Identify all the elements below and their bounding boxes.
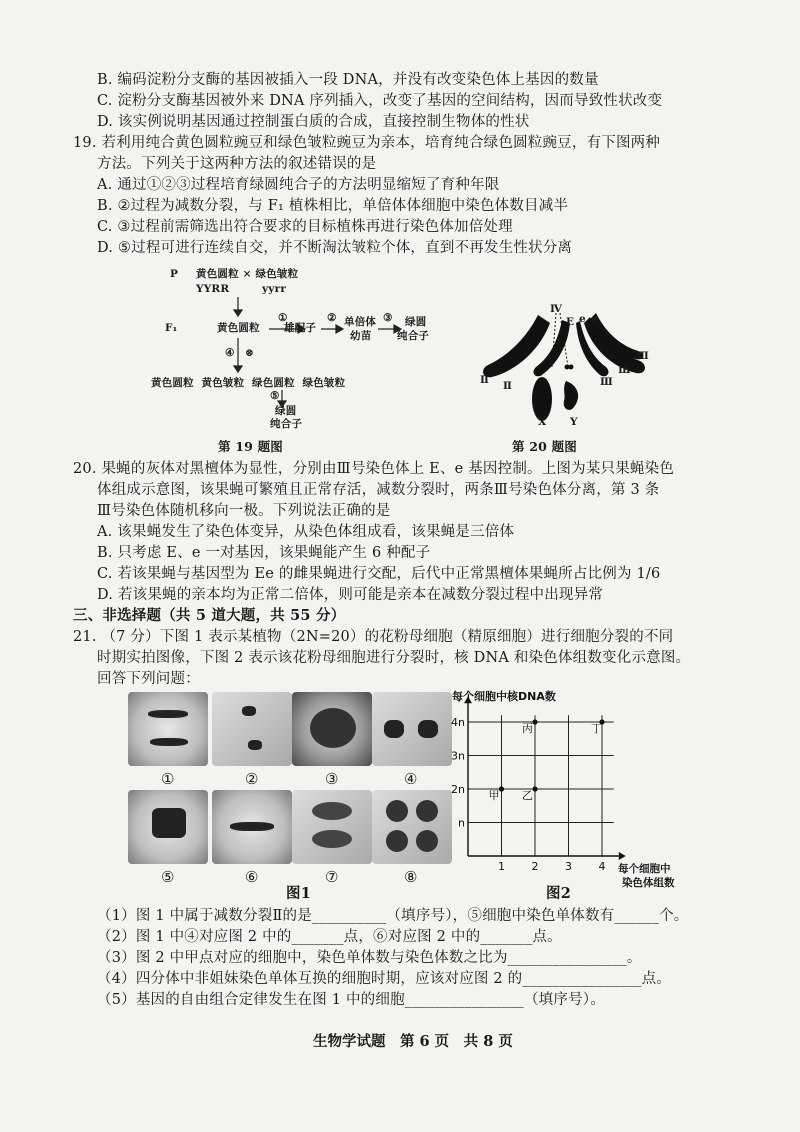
haploid-seedling-label: 幼苗 [350, 330, 372, 342]
chart-xlabel-line1: 每个细胞中 [618, 863, 671, 875]
step1-marker: ① [278, 312, 288, 324]
figure-2-chart [440, 686, 700, 906]
q20-stem-line1: 20. 果蝇的灰体对黑檀体为显性，分别由Ⅲ号染色体上 E、e 基因控制。上图为某只果蝇染色 [73, 461, 675, 477]
q18-option-b: B. 编码淀粉分支酶的基因被插入一段 DNA，并没有改变染色体上基因的数量 [97, 72, 599, 88]
micrograph-7 [292, 790, 372, 864]
f1-phenotype: 黄色圆粒 [217, 322, 260, 334]
chromosome-label-iii-c: Ⅲ [600, 376, 613, 388]
pure-green-round-1a: 绿圆 [405, 316, 427, 328]
q19-option-c: C. ③过程前需筛选出符合要求的目标植株再进行染色体加倍处理 [97, 219, 513, 235]
q21-sub5: （5）基因的自由组合定律发生在图 1 中的细胞________________（填序号）。 [97, 992, 605, 1008]
parent1-genotype: YYRR [196, 283, 230, 295]
sex-chromosome-x: X [538, 416, 547, 428]
point-label-yi: 乙 [522, 789, 533, 802]
q21-stem-line1: 21. （7 分）下图 1 表示某植物（2N=20）的花粉母细胞（精原细胞）进行细胞分裂的不同 [73, 629, 674, 645]
pure-green-round-2b: 纯合子 [270, 418, 303, 430]
step4-marker: ④ [225, 347, 235, 359]
micrograph-5-number: ⑤ [161, 868, 175, 886]
figure-2-caption: 图2 [546, 885, 571, 902]
q19-stem-line2: 方法。下列关于这两种方法的叙述错误的是 [97, 156, 377, 172]
sex-chromosome-y: Y [570, 416, 578, 428]
micrograph-1-number: ① [161, 770, 175, 788]
male-gamete-label: 雄配子 [284, 322, 317, 334]
selfing-symbol: ⊗ [245, 347, 254, 359]
parents-cross: 黄色圆粒 × 绿色皱粒 [196, 268, 299, 280]
chart-xlabel-line2: 染色体组数 [622, 877, 675, 889]
point-yi [532, 786, 537, 791]
q19-figure-caption: 第 19 题图 [218, 439, 283, 454]
micrograph-8-number: ⑧ [404, 868, 418, 886]
parent2-genotype: yyrr [262, 283, 287, 295]
q19-option-a: A. 通过①②③过程培育绿圆纯合子的方法明显缩短了育种年限 [97, 177, 500, 193]
step2-marker: ② [327, 312, 337, 324]
micrograph-6 [212, 790, 292, 864]
point-bing [532, 719, 537, 724]
micrograph-6-number: ⑥ [245, 868, 259, 886]
step3-marker: ③ [383, 312, 393, 324]
q20-option-d: D. 若该果蝇的亲本均为正常二倍体，则可能是亲本在减数分裂过程中出现异常 [97, 587, 604, 603]
section-3-heading: 三、非选择题（共 5 道大题，共 55 分） [73, 607, 346, 624]
chromosome-label-iii-b: Ⅲ [618, 364, 631, 376]
chart-ylabel: 每个细胞中核DNA数 [452, 690, 556, 703]
point-jia [499, 786, 504, 791]
q21-sub2: （2）图 1 中④对应图 2 中的_______点，⑥对应图 2 中的_______点。 [97, 929, 562, 945]
gene-label-e1: e [579, 313, 586, 325]
gene-label-e2: e [591, 313, 598, 325]
q20-option-b: B. 只考虑 E、e 一对基因，该果蝇能产生 6 种配子 [97, 545, 431, 561]
point-label-ding: 丁 [591, 722, 602, 735]
chromosome-label-ii-b: Ⅱ [503, 380, 513, 392]
point-label-bing: 丙 [522, 722, 533, 735]
chart-grid [468, 715, 614, 856]
chromosome-label-ii-a: Ⅱ [480, 374, 490, 386]
x-tick-3: 3 [565, 860, 572, 873]
chromosome-label-iii-a: Ⅲ [636, 350, 649, 362]
y-tick-4n: 4n [451, 716, 465, 729]
q20-option-c: C. 若该果蝇与基因型为 Ee 的雌果蝇进行交配，后代中正常黑檀体果蝇所占比例为 1/6 [97, 566, 661, 582]
pure-green-round-2a: 绿圆 [275, 405, 297, 417]
offspring-phenotypes: 黄色圆粒 黄色皱粒 绿色圆粒 绿色皱粒 [151, 377, 346, 389]
q21-stem-line3: 回答下列问题： [97, 671, 200, 687]
q19-option-b: B. ②过程为减数分裂，与 F₁ 植株相比，单倍体体细胞中染色体数目减半 [97, 198, 569, 214]
micrograph-5 [128, 790, 208, 864]
x-axis-arrow [619, 852, 626, 860]
micrograph-7-number: ⑦ [325, 868, 339, 886]
gene-label-E: E [566, 316, 575, 328]
q20-stem-line3: Ⅲ号染色体随机移向一极。下列说法正确的是 [97, 503, 391, 519]
micrograph-2 [212, 692, 292, 766]
micrograph-3-number: ③ [325, 770, 339, 788]
micrograph-3 [292, 692, 372, 766]
page-footer: 生物学试题 第 6 页 共 8 页 [313, 1033, 513, 1050]
q18-option-d: D. 该实例说明基因通过控制蛋白质的合成，直接控制生物体的性状 [97, 114, 530, 130]
y-tick-3n: 3n [451, 749, 465, 763]
micrograph-2-number: ② [245, 770, 259, 788]
q20-stem-line2: 体组成示意图，该果蝇可繁殖且正常存活，减数分裂时，两条Ⅲ号染色体分离，第 3 条 [97, 482, 660, 498]
diagram-arrows [0, 0, 800, 460]
haploid-label: 单倍体 [344, 316, 377, 328]
q21-sub3: （3）图 2 中甲点对应的细胞中，染色单体数与染色体数之比为________________。 [97, 950, 642, 966]
micrograph-1 [128, 692, 208, 766]
point-label-jia: 甲 [488, 789, 500, 802]
p-label: P [170, 268, 179, 280]
f1-label: F₁ [165, 322, 178, 334]
q21-sub4: （4）四分体中非姐妹染色单体互换的细胞时期，应该对应图 2 的________________点。 [97, 971, 671, 987]
q19-stem-line1: 19. 若利用纯合黄色圆粒豌豆和绿色皱粒豌豆为亲本，培育纯合绿色圆粒豌豆，有下图两种 [73, 135, 661, 151]
y-tick-2n: 2n [451, 783, 465, 796]
q18-option-c: C. 淀粉分支酶基因被外来 DNA 序列插入，改变了基因的空间结构，因而导致性状改变 [97, 93, 663, 109]
micrograph-4-number: ④ [404, 770, 418, 788]
figure-1-caption: 图1 [286, 885, 311, 902]
q19-option-d: D. ⑤过程可进行连续自交，并不断淘汰皱粒个体，直到不再发生性状分离 [97, 240, 573, 256]
chromosome-label-iv: Ⅳ [550, 303, 563, 315]
pure-green-round-1b: 纯合子 [397, 330, 430, 342]
x-tick-1: 1 [498, 860, 505, 873]
q20-figure-caption: 第 20 题图 [512, 439, 577, 454]
x-tick-4: 4 [598, 860, 606, 873]
step5-marker: ⑤ [270, 390, 280, 402]
q21-stem-line2: 时期实拍图像，下图 2 表示该花粉母细胞进行分裂时，核 DNA 和染色体组数变化示意图。 [97, 650, 691, 666]
q20-option-a: A. 该果蝇发生了染色体变异，从染色体组成看，该果蝇是三倍体 [97, 524, 515, 540]
q21-sub1: （1）图 1 中属于减数分裂Ⅱ的是__________（填序号），⑤细胞中染色单体数有______个。 [97, 908, 689, 924]
x-tick-2: 2 [531, 860, 539, 873]
y-tick-n: n [458, 816, 465, 830]
